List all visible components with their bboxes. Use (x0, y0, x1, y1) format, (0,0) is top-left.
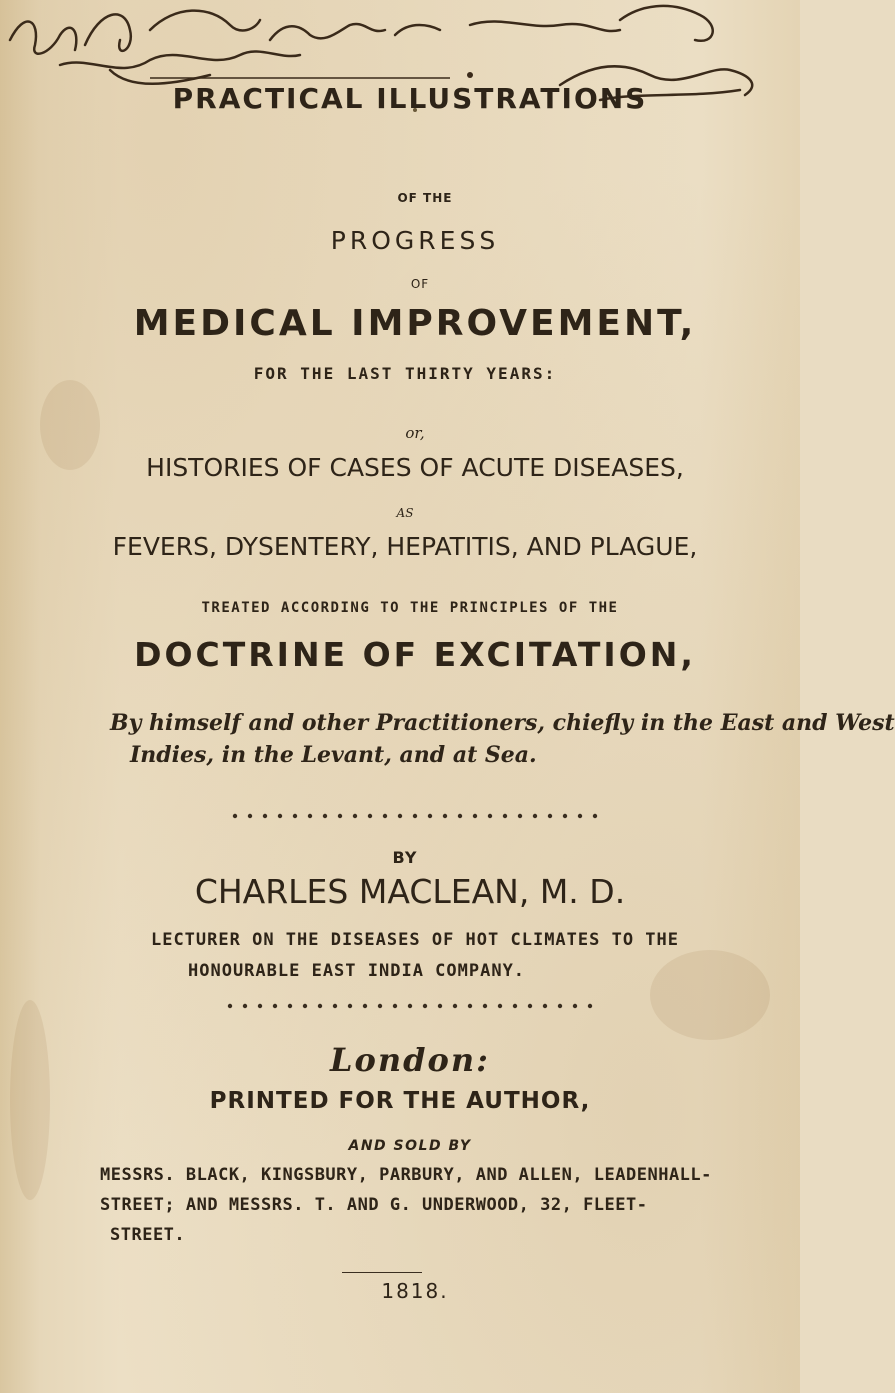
of-the: OF THE (397, 191, 453, 205)
publisher-line-2: STREET; AND MESSRS. T. AND G. UNDERWOOD, 32, FLEET- (100, 1195, 648, 1215)
lecturer-line-1: LECTURER ON THE DISEASES OF HOT CLIMATES TO THE (150, 930, 680, 950)
imprint-place: London: (330, 1041, 490, 1079)
subtitle-2: TREATED ACCORDING TO THE PRINCIPLES OF THE (201, 600, 619, 616)
ornamental-rule (225, 1001, 605, 1011)
byline-2: Indies, in the Levant, and at Sea. (130, 742, 537, 768)
title-line-2: PROGRESS (330, 226, 500, 255)
or-label: or, (405, 424, 425, 442)
lecturer-line-2: HONOURABLE EAST INDIA COMPANY. (188, 961, 526, 981)
title-line-1: PRACTICAL ILLUSTRATIONS (172, 82, 648, 115)
as-label: AS (396, 506, 414, 520)
by-label: BY (392, 848, 418, 867)
ornamental-rule (230, 811, 600, 821)
of-label: OF (410, 277, 430, 291)
title-line-4: HISTORIES OF CASES OF ACUTE DISEASES, (146, 453, 684, 482)
printed-for: PRINTED FOR THE AUTHOR, (209, 1088, 591, 1114)
publisher-line-1: MESSRS. BLACK, KINGSBURY, PARBURY, AND ALLEN, LEADENHALL- (100, 1165, 712, 1185)
author-name: CHARLES MACLEAN, M. D. (194, 872, 626, 911)
sold-by: AND SOLD BY (348, 1138, 472, 1154)
divider-rule (342, 1272, 422, 1273)
publication-year: 1818. (381, 1279, 449, 1303)
title-line-5: FEVERS, DYSENTERY, HEPATITIS, AND PLAGUE, (112, 532, 698, 561)
publisher-line-3: STREET. (110, 1225, 186, 1245)
subtitle-1: FOR THE LAST THIRTY YEARS: (253, 364, 557, 383)
title-line-6: DOCTRINE OF EXCITATION, (134, 635, 696, 674)
title-line-3: MEDICAL IMPROVEMENT, (133, 303, 697, 344)
byline-1: By himself and other Practitioners, chiefly in the East and West (110, 710, 895, 736)
